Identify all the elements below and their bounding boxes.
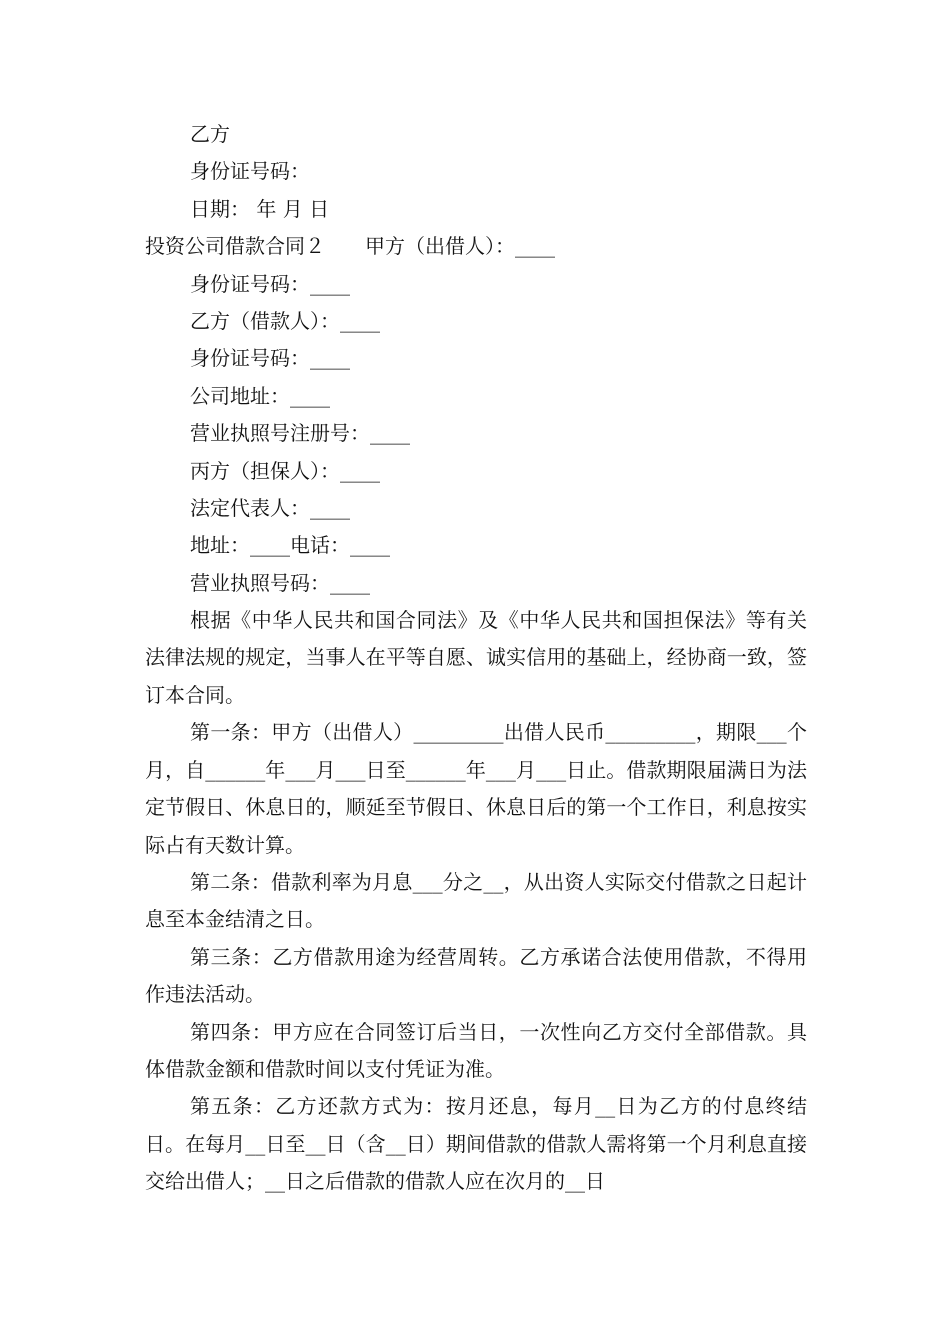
lender-id-field: 身份证号码：____ — [190, 271, 350, 296]
document-body — [145, 116, 807, 1201]
id-number-label: 身份证号码： — [190, 159, 310, 184]
party-b-label: 乙方 — [190, 122, 230, 146]
contract-title: 投资公司借款合同２ — [145, 234, 325, 259]
contract-title-line — [145, 228, 807, 265]
borrower-field: 乙方（借款人）：____ — [190, 308, 380, 333]
borrower-id-field: 身份证号码：____ — [190, 346, 350, 371]
business-license-number-field: 营业执照号码：____ — [190, 570, 370, 595]
article-4-paragraph: 第四条：甲方应在合同签订后当日，一次性向乙方交付全部借款。具体借款金额和借款时间以支付凭证为准。 — [145, 1019, 807, 1081]
article-3-paragraph: 第三条：乙方借款用途为经营周转。乙方承诺合法使用借款，不得用作违法活动。 — [145, 944, 807, 1007]
article-5-paragraph: 第五条：乙方还款方式为：按月还息，每月__日为乙方的付息终结日。在每月__日至__日（含__日）期间借款的借款人需将第一个月利息直接交给出借人；__日之后借款的借款人应在次月的__日 — [145, 1094, 807, 1194]
guarantor-field: 丙方（担保人）：____ — [190, 458, 380, 483]
preamble-paragraph: 根据《中华人民共和国合同法》及《中华人民共和国担保法》等有关法律法规的规定，当事人在平等自愿、诚实信用的基础上，经协商一致，签订本合同。 — [145, 608, 807, 707]
business-license-registration-field: 营业执照号注册号：____ — [190, 421, 410, 446]
company-address-field: 公司地址：____ — [190, 383, 330, 408]
article-2-paragraph: 第二条：借款利率为月息___分之__，从出资人实际交付借款之日起计息至本金结清之日。 — [145, 869, 807, 932]
date-label: 日期： 年 月 日 — [190, 196, 330, 221]
lender-field: 甲方（出借人）：____ — [365, 234, 555, 259]
legal-representative-field: 法定代表人：____ — [190, 495, 350, 520]
article-1-paragraph: 第一条：甲方（出借人）_________出借人民币_________，期限___个月，自______年___月___日至______年___月___日止。借款期限届满日为法定节假日、休息日的，顺延至节假日、休息日后的第一个工作日，利息按实际占有天数计算。 — [145, 720, 807, 857]
address-phone-field: 地址：____电话：____ — [190, 533, 390, 558]
